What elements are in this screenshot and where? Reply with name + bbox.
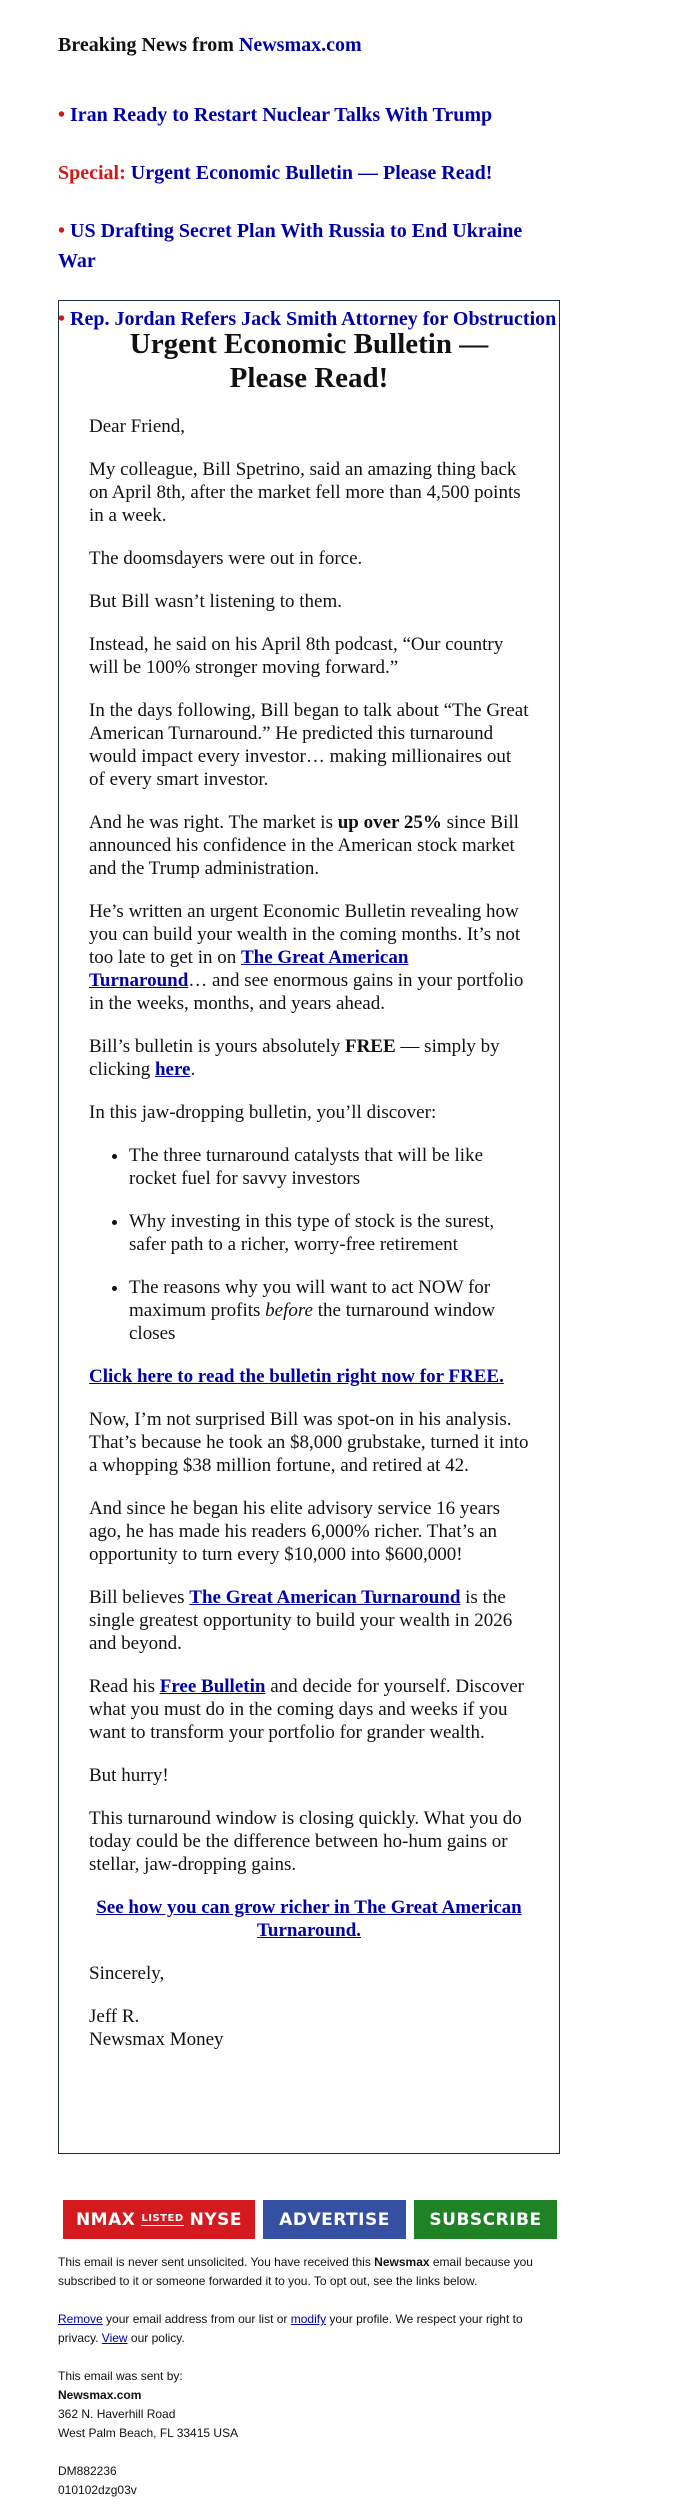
- bullet-icon: •: [58, 308, 66, 330]
- signature: [89, 2005, 529, 2051]
- signer-org: Newsmax Money: [89, 2029, 224, 2050]
- bold-text: up over 25%: [337, 812, 442, 833]
- modify-link[interactable]: modify: [290, 2312, 327, 2326]
- bullet-icon: •: [58, 104, 66, 126]
- text: Read his: [89, 1676, 160, 1697]
- paragraph: [89, 1675, 529, 1744]
- text: your email address from our list or: [102, 2312, 291, 2326]
- turnaround-link[interactable]: The Great American Turnaround: [89, 947, 409, 991]
- paragraph: [89, 811, 529, 880]
- paragraph: And since he began his elite advisory service 16 years ago, he has made his readers 6,000% richer. That’s an opportunity to turn every $10,000 into $600,000!: [89, 1498, 501, 1565]
- advertise-button[interactable]: ADVERTISE: [263, 2200, 406, 2239]
- nmax-nyse-button[interactable]: [63, 2200, 255, 2239]
- email-wrapper: [58, 0, 558, 2497]
- greeting: Dear Friend,: [89, 416, 186, 437]
- text: .: [190, 1059, 196, 1080]
- headline-link[interactable]: US Drafting Secret Plan With Russia to End Ukraine War: [58, 220, 523, 272]
- headline-list: [58, 100, 558, 334]
- bold-text: FREE: [344, 1036, 396, 1057]
- list-item: • The three turnaround catalysts that will be like rocket fuel for savvy investors: [129, 1144, 529, 1190]
- paragraph: [89, 900, 529, 1015]
- sender-info: [58, 2367, 558, 2443]
- code: 010102dzg03v: [58, 2483, 137, 2497]
- grow-richer-link[interactable]: See how you can grow richer in The Great American Turnaround.: [96, 1897, 522, 1941]
- paragraph: In this jaw-dropping bulletin, you’ll discover:: [89, 1102, 437, 1123]
- italic-text: before: [265, 1300, 313, 1321]
- discover-list: [89, 1144, 529, 1345]
- code: DM882236: [58, 2464, 117, 2478]
- text: is the single greatest opportunity to build your wealth in 2026 and beyond.: [89, 1587, 513, 1654]
- paragraph: But Bill wasn’t listening to them.: [89, 591, 342, 612]
- headline-link[interactable]: Urgent Economic Bulletin — Please Read!: [130, 162, 493, 184]
- remove-link[interactable]: Remove: [58, 2312, 103, 2326]
- headline-link[interactable]: Iran Ready to Restart Nuclear Talks With Trump: [70, 104, 493, 126]
- letter-box: [58, 300, 560, 2154]
- nyse-text: NYSE: [189, 2209, 243, 2230]
- paragraph: The doomsdayers were out in force.: [89, 548, 363, 569]
- company-name: Newsmax.com: [58, 2388, 142, 2402]
- cta-paragraph: [89, 1365, 529, 1388]
- text: Bill believes: [89, 1587, 190, 1608]
- paragraph: [89, 1035, 529, 1081]
- text: Bill’s bulletin is yours absolutely: [89, 1036, 345, 1057]
- here-link[interactable]: here: [154, 1059, 191, 1080]
- list-item: [129, 1276, 529, 1345]
- unsubscribe-text: [58, 2310, 558, 2348]
- paragraph: But hurry!: [89, 1765, 169, 1786]
- special-label: Special:: [58, 162, 126, 184]
- paragraph: This turnaround window is closing quickly. What you do today could be the difference between ho-hum gains or stellar, jaw-dropping gains.: [89, 1808, 522, 1875]
- newsmax-link[interactable]: Newsmax.com: [238, 34, 362, 56]
- headline-item: [58, 216, 558, 276]
- text: your profile. We respect your right to privacy.: [58, 2312, 523, 2345]
- paragraph: Instead, he said on his April 8th podcast, “Our country will be 100% stronger moving forward.”: [89, 634, 504, 678]
- list-item: • Why investing in this type of stock is the surest, safer path to a richer, worry-free retirement: [129, 1210, 529, 1256]
- bullet-icon: •: [58, 220, 66, 242]
- paragraph: [89, 1586, 529, 1655]
- signer-name: Jeff R.: [89, 2006, 140, 2027]
- footer-buttons: [63, 2200, 557, 2239]
- letter-title: Urgent Economic Bulletin — Please Read!: [129, 328, 489, 394]
- text: — simply by clicking: [89, 1036, 500, 1080]
- address-line: 362 N. Haverhill Road: [58, 2407, 176, 2421]
- read-bulletin-link[interactable]: Click here to read the bulletin right now for FREE.: [89, 1366, 504, 1387]
- cta-paragraph: [89, 1896, 529, 1942]
- bold-text: Newsmax: [374, 2255, 430, 2269]
- text: our policy.: [127, 2331, 185, 2345]
- listed-text: LISTED: [141, 2213, 184, 2224]
- text: This email is never sent unsolicited. You have received this: [58, 2255, 375, 2269]
- breaking-news-header: [58, 30, 558, 60]
- address-line: West Palm Beach, FL 33415 USA: [58, 2426, 239, 2440]
- disclaimer: [58, 2253, 558, 2291]
- headline-item: [58, 100, 558, 130]
- text: This email was sent by:: [58, 2369, 183, 2383]
- text: The reasons why you will want to act NOW for maximum profits: [129, 1277, 491, 1321]
- text: He’s written an urgent Economic Bulletin revealing how you can build your wealth in the coming months. It’s not too late to get in on: [89, 901, 521, 968]
- text: email because you subscribed to it or someone forwarded it to you. To opt out, see the links below.: [58, 2255, 533, 2288]
- subscribe-button[interactable]: SUBSCRIBE: [414, 2200, 557, 2239]
- text: the turnaround window closes: [129, 1300, 496, 1344]
- closing: Sincerely,: [89, 1963, 165, 1984]
- text: since Bill announced his confidence in the American stock market and the Trump administration.: [89, 812, 519, 879]
- text: And he was right. The market is: [89, 812, 338, 833]
- header-prefix: Breaking News from: [58, 34, 239, 56]
- paragraph: In the days following, Bill began to talk about “The Great American Turnaround.” He predicted this turnaround would impact every investor… making millionaires out of every smart investor.: [89, 700, 529, 790]
- footer: [58, 2253, 558, 2519]
- headline-item: [58, 158, 558, 188]
- nmax-text: NMAX: [75, 2209, 136, 2230]
- turnaround-link[interactable]: The Great American Turnaround: [189, 1587, 461, 1608]
- text: and decide for yourself. Discover what you must do in the coming days and weeks if you want to transform your portfolio for grander wealth.: [89, 1676, 524, 1743]
- headline-link[interactable]: Rep. Jordan Refers Jack Smith Attorney for Obstruction: [70, 308, 557, 330]
- paragraph: Now, I’m not surprised Bill was spot-on in his analysis. That’s because he took an $8,000 grubstake, turned it into a whopping $38 million fortune, and retired at 42.: [89, 1409, 529, 1476]
- tracking-codes: [58, 2462, 558, 2500]
- view-policy-link[interactable]: View: [101, 2331, 128, 2345]
- free-bulletin-link[interactable]: Free Bulletin: [159, 1676, 266, 1697]
- text: … and see enormous gains in your portfolio in the weeks, months, and years ahead.: [89, 970, 524, 1014]
- paragraph: My colleague, Bill Spetrino, said an amazing thing back on April 8th, after the market fell more than 4,500 points in a week.: [89, 459, 521, 526]
